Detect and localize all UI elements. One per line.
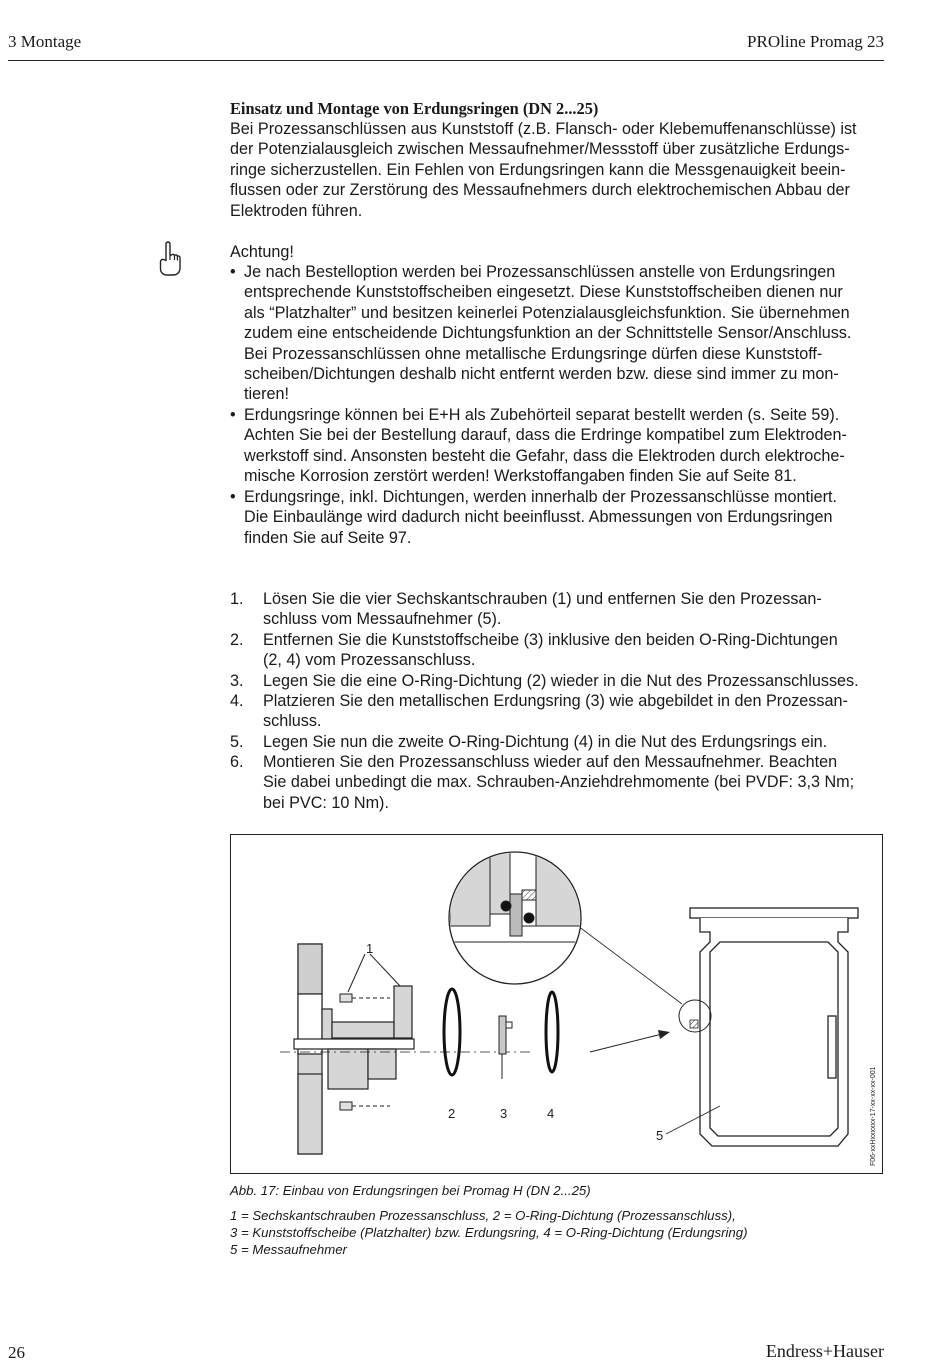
bullet-line: Erdungsringe, inkl. Dichtungen, werden innerhalb der Prozessanschlüsse montiert. xyxy=(244,488,837,506)
bullet-line: zudem eine entscheidende Dichtungsfunktion an der Schnittstelle Sensor/Anschluss. xyxy=(244,324,852,343)
bullet-line: Je nach Bestelloption werden bei Prozessanschlüssen anstelle von Erdungsringen xyxy=(244,263,836,281)
header-rule xyxy=(8,60,884,61)
bullet-line: Erdungsringe können bei E+H als Zubehörteil separat bestellt werden (s. Seite 59). xyxy=(244,406,840,424)
step-item xyxy=(230,752,890,813)
pointing-hand-icon xyxy=(157,240,183,278)
legend-line: 5 = Messaufnehmer xyxy=(230,1242,347,1257)
figure-legend xyxy=(230,1207,890,1258)
legend-line: 1 = Sechskantschrauben Prozessanschluss, 2 = O-Ring-Dichtung (Prozessanschluss), xyxy=(230,1208,736,1223)
step-line: Entfernen Sie die Kunststoffscheibe (3) inklusive den beiden O-Ring-Dichtungen xyxy=(263,631,838,649)
arrow-head xyxy=(658,1030,670,1039)
step-line: bei PVC: 10 Nm). xyxy=(263,793,389,812)
step-line: Legen Sie nun die zweite O-Ring-Dichtung (4) in die Nut des Erdungsrings ein. xyxy=(263,733,828,751)
process-connection xyxy=(294,944,414,1154)
brand-logo: Endress+Hauser xyxy=(765,1341,884,1361)
bullet-line: finden Sie auf Seite 97. xyxy=(244,528,412,547)
step-line: Platzieren Sie den metallischen Erdungsring (3) wie abgebildet in den Prozessan- xyxy=(263,692,848,710)
bullet-dot: • xyxy=(230,263,236,281)
bullet-line: mische Korrosion zerstört werden! Werkstoffangaben finden Sie auf Seite 81. xyxy=(244,467,797,486)
bullet-line: entsprechende Kunststoffscheiben eingesetzt. Diese Kunststoffscheiben dienen nur xyxy=(244,283,843,302)
step-item xyxy=(230,589,890,630)
step-line: Sie dabei unbedingt die max. Schrauben-Anziehdrehmomente (bei PVDF: 3,3 Nm; xyxy=(263,773,855,792)
step-number: 4. xyxy=(230,692,244,710)
intro-line: flussen oder zur Zerstörung des Messaufnehmers durch elektrochemischen Abbau der xyxy=(230,181,850,200)
warning-bullet xyxy=(230,262,890,405)
bullet-line: Die Einbaulänge wird dadurch nicht beeinflusst. Abmessungen von Erdungsringen xyxy=(244,508,833,527)
step-number: 3. xyxy=(230,672,244,690)
figure-caption: Abb. 17: Einbau von Erdungsringen bei Promag H (DN 2...25) xyxy=(230,1183,591,1198)
leader-line-1a xyxy=(348,954,365,992)
step-item xyxy=(230,691,890,732)
assembly-arrow xyxy=(590,1034,662,1052)
warning-bullet xyxy=(230,405,890,487)
step-item xyxy=(230,732,890,752)
figure-code: F06-xxHxxxxxx-17-xx-xx-xx-001 xyxy=(870,1066,877,1166)
step-line: schluss. xyxy=(263,712,322,731)
step-number: 6. xyxy=(230,753,244,771)
intro-line: Elektroden führen. xyxy=(230,201,363,220)
step-line: (2, 4) vom Prozessanschluss. xyxy=(263,651,476,670)
bullet-line: werkstoff sind. Ansonsten besteht die Gefahr, dass die Elektroden durch elektroche- xyxy=(244,446,845,465)
legend-line: 3 = Kunststoffscheibe (Platzhalter) bzw. Erdungsring, 4 = O-Ring-Dichtung (Erdungsring) xyxy=(230,1225,748,1240)
bullet-line: scheiben/Dichtungen deshalb nicht entfernt werden bzw. diese sind immer zu mon- xyxy=(244,365,839,384)
o-ring-2 xyxy=(444,989,460,1075)
step-number: 1. xyxy=(230,590,244,608)
section-title: Einsatz und Montage von Erdungsringen (DN 2...25) xyxy=(230,99,599,118)
step-line: Legen Sie die eine O-Ring-Dichtung (2) wieder in die Nut des Prozessanschlusses. xyxy=(263,672,859,690)
bullet-dot: • xyxy=(230,406,236,424)
warning-bullet xyxy=(230,487,890,548)
intro-line: ringe sicherzustellen. Ein Fehlen von Erdungsringen kann die Messgenauigkeit beein- xyxy=(230,160,846,179)
label-1: 1 xyxy=(366,941,374,956)
step-item xyxy=(230,630,890,671)
detail-leader xyxy=(570,920,682,1004)
sensor-body xyxy=(690,908,858,1146)
page-number: 26 xyxy=(8,1343,25,1362)
bullet-line: als “Platzhalter” und besitzen keinerlei Potenzialausgleichsfunktion. Sie übernehmen xyxy=(244,303,850,322)
grounding-ring-diagram xyxy=(230,834,883,1174)
bullet-dot: • xyxy=(230,488,236,506)
intro-line: Bei Prozessanschlüssen aus Kunststoff (z.B. Flansch- oder Klebemuffenanschlüsse) ist xyxy=(230,120,857,138)
intro-line: der Potenzialausgleich zwischen Messaufnehmer/Messstoff über zusätzliche Erdungs- xyxy=(230,140,850,159)
step-line: Lösen Sie die vier Sechskantschrauben (1) und entfernen Sie den Prozessan- xyxy=(263,590,822,608)
step-number: 5. xyxy=(230,733,244,751)
label-5: 5 xyxy=(656,1128,664,1143)
intro-paragraph xyxy=(230,119,890,221)
label-2: 2 xyxy=(448,1106,456,1121)
step-line: schluss vom Messaufnehmer (5). xyxy=(263,610,502,629)
magnified-detail xyxy=(449,852,596,984)
bullet-line: Bei Prozessanschlüssen ohne metallische Erdungsringe dürfen diese Kunststoff- xyxy=(244,344,823,363)
grounding-ring-3 xyxy=(499,1016,512,1079)
o-ring-4 xyxy=(546,992,558,1072)
label-3: 3 xyxy=(500,1106,508,1121)
bullet-line: tieren! xyxy=(244,385,289,404)
product-header: PROline Promag 23 xyxy=(747,32,884,51)
leader-line-1b xyxy=(370,954,400,986)
bullet-line: Achten Sie bei der Bestellung darauf, dass die Erdringe kompatibel zum Elektroden- xyxy=(244,426,847,445)
detail-marker-hatch xyxy=(690,1020,698,1028)
chapter-header: 3 Montage xyxy=(8,32,82,51)
label-4: 4 xyxy=(547,1106,555,1121)
step-line: Montieren Sie den Prozessanschluss wieder auf den Messaufnehmer. Beachten xyxy=(263,753,838,771)
warning-title: Achtung! xyxy=(230,243,294,261)
step-number: 2. xyxy=(230,631,244,649)
step-item xyxy=(230,671,890,691)
